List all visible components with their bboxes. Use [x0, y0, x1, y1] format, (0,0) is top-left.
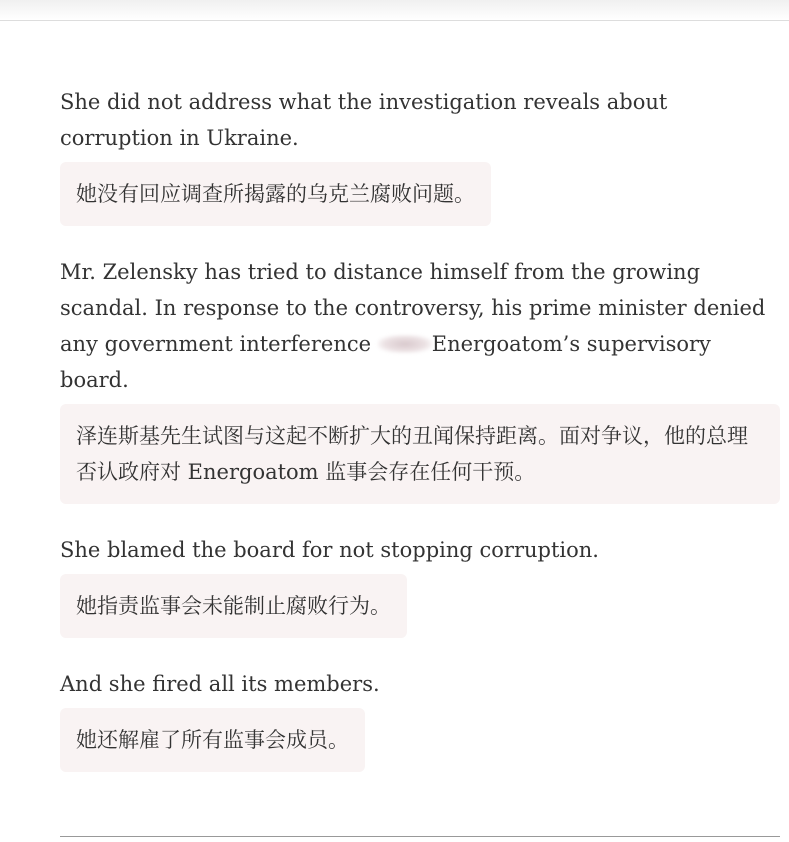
- chinese-translation: 泽连斯基先生试图与这起不断扩大的丑闻保持距离。面对争议，他的总理否认政府对 Energoatom 监事会存在任何干预。: [60, 404, 780, 504]
- bilingual-paragraph: [60, 254, 780, 504]
- bilingual-paragraph: [60, 666, 780, 772]
- english-paragraph: She did not address what the investigation reveals about corruption in Ukraine.: [60, 90, 668, 150]
- chinese-translation: 她指责监事会未能制止腐败行为。: [60, 574, 407, 638]
- blurred-word: [378, 335, 432, 353]
- chinese-translation: 她没有回应调查所揭露的乌克兰腐败问题。: [60, 162, 491, 226]
- chinese-translation: 她还解雇了所有监事会成员。: [60, 708, 365, 772]
- english-text-part: Energoatom’s supervisory board.: [60, 332, 711, 392]
- english-text-part: Mr. Zelensky has tried to distance himself from the growing scandal. In response to the controversy, his prime minister denied any government interference: [60, 260, 766, 356]
- article-body: [60, 84, 780, 800]
- bilingual-paragraph: [60, 84, 780, 226]
- browser-top-bar: [0, 0, 789, 21]
- bilingual-paragraph: [60, 532, 780, 638]
- english-paragraph: She blamed the board for not stopping corruption.: [60, 538, 599, 562]
- english-paragraph: And she fired all its members.: [60, 672, 380, 696]
- section-divider: [60, 836, 780, 837]
- english-paragraph: [60, 254, 770, 398]
